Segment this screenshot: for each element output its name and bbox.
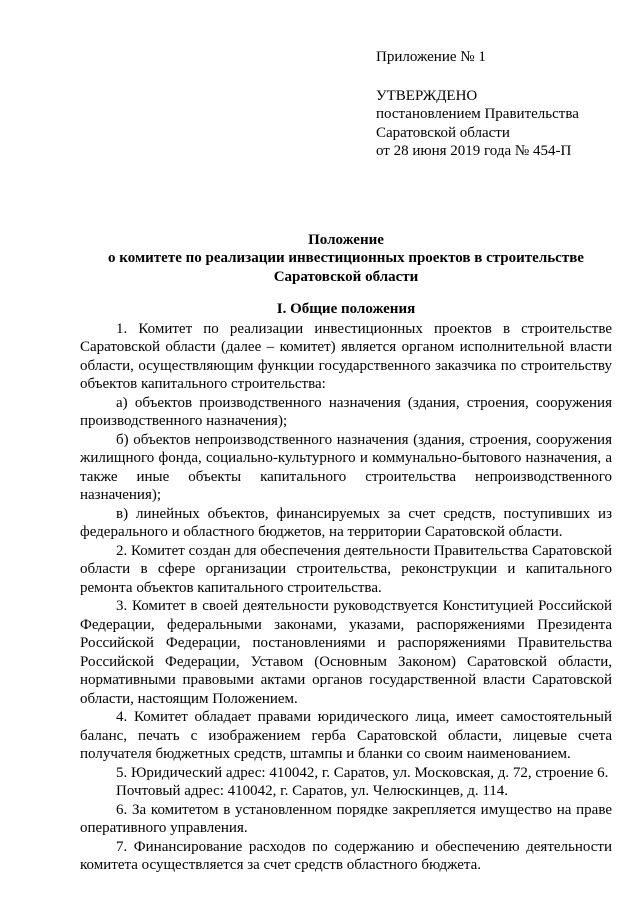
section-heading: I. Общие положения xyxy=(276,301,416,317)
paragraph-3: 3. Комитет в своей деятельности руководствуется Конституцией Российской Федерации, федеральными законами, указами, распоряжениями Президента Российской Федерации, постановлениями и распоряжениями Правительства Российской Федерации, Уставом (Основным Законом) Саратовской области, нормативными правовыми актами органов государственной власти Саратовской области, настоящим Положением. xyxy=(80,598,612,707)
paragraph-1v: в) линейных объектов, финансируемых за счет средств, поступивших из федерального и областного бюджетов, на территории Саратовской области. xyxy=(80,505,612,540)
paragraph-2: 2. Комитет создан для обеспечения деятельности Правительства Саратовской области в сфере организации строительства, реконструкции и капитального ремонта объектов капитального строительства. xyxy=(80,542,612,596)
title-line-2: о комитете по реализации инвестиционных проектов в строительстве xyxy=(108,250,584,266)
approval-line-4: от 28 июня 2019 года № 454-П xyxy=(376,143,572,159)
document-body xyxy=(80,320,612,875)
approval-line-2: постановлением Правительства xyxy=(376,106,579,122)
paragraph-5-legal-address: 5. Юридический адрес: 410042, г. Саратов, ул. Московская, д. 72, строение 6. xyxy=(116,764,609,781)
paragraph-1b: б) объектов непроизводственного назначения (здания, строения, сооружения жилищного фонда, социально-культурного и коммунально-бытового назначения, а также иные объекты капитального строительства непроизводственного назначения); xyxy=(80,431,612,503)
paragraph-4: 4. Комитет обладает правами юридического лица, имеет самостоятельный баланс, печать с изображением герба Саратовской области, лицевые счета получателя бюджетных средств, штампы и бланки со своим наименованием. xyxy=(80,709,612,762)
approval-line-1: УТВЕРЖДЕНО xyxy=(376,87,478,104)
title-line-3: Саратовской области xyxy=(273,268,419,285)
annex-label: Приложение № 1 xyxy=(376,49,486,65)
paragraph-5-postal-address: Почтовый адрес: 410042, г. Саратов, ул. Челюскинцев, д. 114. xyxy=(116,783,509,799)
paragraph-1: 1. Комитет по реализации инвестиционных проектов в строительстве Саратовской области (далее – комитет) является органом исполнительной власти области, осуществляющим функции государственного заказчика по строительству объектов капитального строительства: xyxy=(80,320,612,392)
approval-line-3: Саратовской области xyxy=(376,124,510,141)
approval-block xyxy=(376,87,612,161)
title-line-1: Положение xyxy=(308,231,384,248)
paragraph-7: 7. Финансирование расходов по содержанию и обеспечению деятельности комитета осуществляется за счет средств областного бюджета. xyxy=(80,838,612,873)
document-title xyxy=(80,231,612,287)
paragraph-1a: а) объектов производственного назначения (здания, строения, сооружения производственного назначения); xyxy=(80,394,612,429)
paragraph-6: 6. За комитетом в установленном порядке закрепляется имущество на праве оперативного управления. xyxy=(80,801,612,836)
